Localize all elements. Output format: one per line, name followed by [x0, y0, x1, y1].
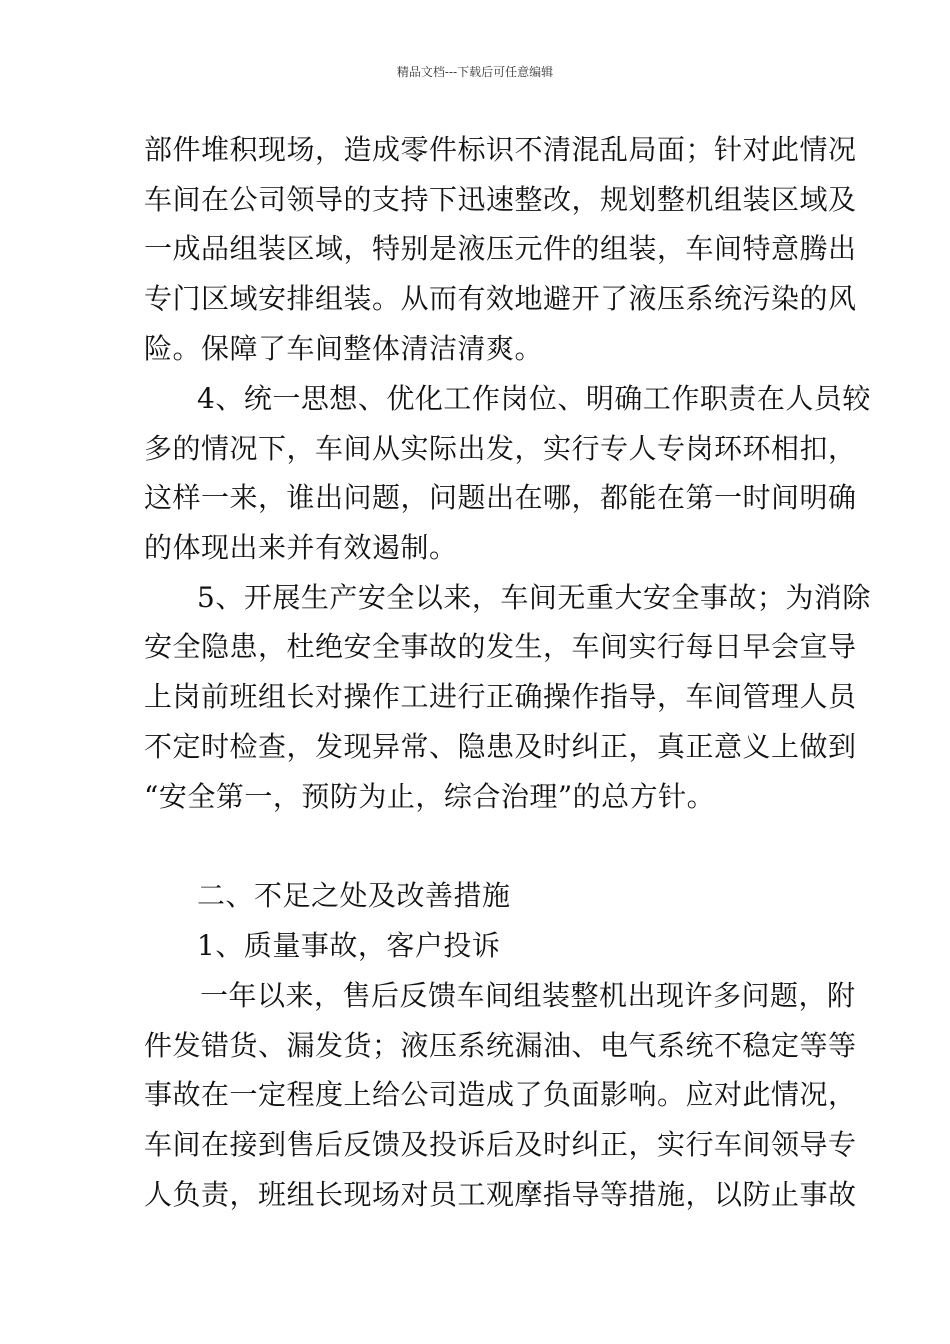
paragraph-line: 安全隐患，杜绝安全事故的发生，车间实行每日早会宣导 — [144, 630, 857, 663]
paragraph-line: 专门区域安排组装。从而有效地避开了液压系统污染的风 — [144, 282, 857, 315]
paragraph-line: 部件堆积现场，造成零件标识不清混乱局面；针对此情况 — [144, 133, 857, 166]
paragraph-line: 这样一来，谁出问题，问题出在哪，都能在第一时间明确 — [144, 481, 857, 514]
paragraph-line: 5、开展生产安全以来，车间无重大安全事故；为消除 — [197, 581, 871, 614]
page-header: 精品文档---下载后可任意编辑 — [396, 65, 554, 79]
paragraph-line: 4、统一思想、优化工作岗位、明确工作职责在人员较 — [197, 382, 871, 415]
paragraph-line: 上岗前班组长对操作工进行正确操作指导，车间管理人员 — [144, 680, 857, 713]
paragraph-line: 人负责，班组长现场对员工观摩指导等措施，以防止事故 — [144, 1178, 857, 1211]
paragraph-line: 多的情况下，车间从实际出发，实行专人专岗环环相扣， — [144, 432, 857, 465]
paragraph-line: 事故在一定程度上给公司造成了负面影响。应对此情况， — [144, 1078, 857, 1111]
paragraph-line: 件发错货、漏发货；液压系统漏油、电气系统不稳定等等 — [144, 1029, 857, 1062]
paragraph-line: 的体现出来并有效遏制。 — [144, 531, 458, 564]
paragraph-line: 车间在接到售后反馈及投诉后及时纠正，实行车间领导专 — [144, 1128, 857, 1161]
paragraph-line: 车间在公司领导的支持下迅速整改，规划整机组装区域及 — [144, 183, 857, 216]
paragraph-line: 险。保障了车间整体清洁清爽。 — [144, 332, 544, 365]
paragraph-line: 1、质量事故，客户投诉 — [197, 929, 501, 962]
paragraph-line: “安全第一，预防为止，综合治理”的总方针。 — [144, 780, 716, 813]
paragraph-line: 二、不足之处及改善措施 — [197, 879, 511, 912]
paragraph-line: 一成品组装区域，特别是液压元件的组装，车间特意腾出 — [144, 232, 857, 265]
paragraph-line: 不定时检查，发现异常、隐患及时纠正，真正意义上做到 — [144, 730, 857, 763]
paragraph-line: 一年以来，售后反馈车间组装整机出现许多问题，附 — [200, 979, 856, 1012]
